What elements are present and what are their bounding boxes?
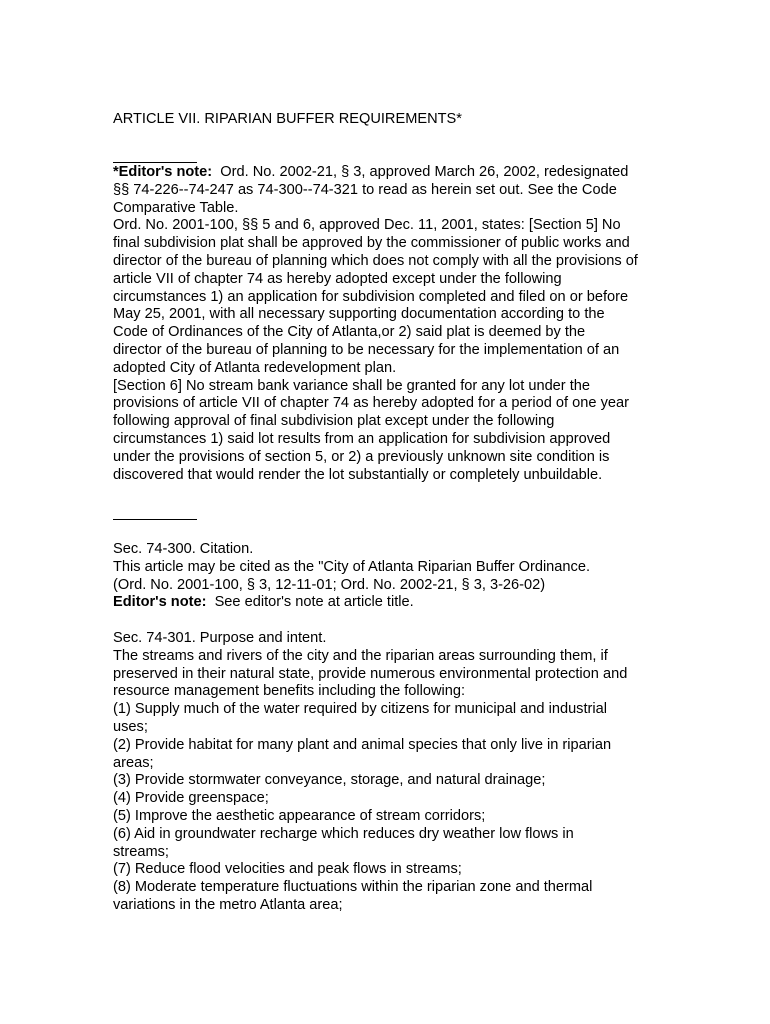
- editors-note-line: adopted City of Atlanta redevelopment plan.: [113, 359, 397, 376]
- list-item: (6) Aid in groundwater recharge which reduces dry weather low flows in: [113, 825, 574, 842]
- section-editors-note: [113, 594, 673, 612]
- list-item-cont: uses;: [113, 718, 148, 735]
- list-item: (3) Provide stormwater conveyance, storage, and natural drainage;: [113, 772, 546, 789]
- list-item: (8) Moderate temperature fluctuations within the riparian zone and thermal: [113, 879, 593, 896]
- article-title: ARTICLE VII. RIPARIAN BUFFER REQUIREMENTS*: [113, 111, 462, 127]
- editors-note: [113, 164, 673, 484]
- editors-note-line: [Section 6] No stream bank variance shall be granted for any lot under the: [113, 377, 591, 394]
- editors-note-line: director of the bureau of planning which does not comply with all the provisions of: [113, 252, 638, 269]
- list-item: (2) Provide habitat for many plant and animal species that only live in riparian: [113, 736, 612, 753]
- section-text: This article may be cited as the "City of Atlanta Riparian Buffer Ordinance.: [113, 558, 591, 575]
- section-heading: Sec. 74-300. Citation.: [113, 541, 254, 557]
- editors-note-line: discovered that would render the lot substantially or completely unbuildable.: [113, 466, 603, 483]
- section-note-text: See editor's note at article title.: [214, 594, 414, 611]
- editors-note-line: Comparative Table.: [113, 199, 239, 216]
- list-item: (5) Improve the aesthetic appearance of stream corridors;: [113, 807, 486, 824]
- editors-note-line: provisions of article VII of chapter 74 as hereby adopted for a period of one year: [113, 395, 629, 412]
- editors-note-label: *Editor's note:: [113, 164, 213, 180]
- section-heading: Sec. 74-301. Purpose and intent.: [113, 630, 327, 646]
- editors-note-line: following approval of final subdivision plat except under the following: [113, 413, 555, 430]
- editors-note-line: [113, 164, 673, 182]
- editors-note-line: final subdivision plat shall be approved by the commissioner of public works and: [113, 235, 630, 252]
- list-item: (1) Supply much of the water required by citizens for municipal and industrial: [113, 701, 607, 718]
- editors-note-line: Code of Ordinances of the City of Atlanta,or 2) said plat is deemed by the: [113, 324, 586, 341]
- editors-note-line: article VII of chapter 74 as hereby adopted except under the following: [113, 270, 562, 287]
- section-line: preserved in their natural state, provide numerous environmental protection and: [113, 665, 628, 682]
- editors-note-line: May 25, 2001, with all necessary supporting documentation according to the: [113, 306, 605, 323]
- list-item: (7) Reduce flood velocities and peak flows in streams;: [113, 861, 462, 878]
- section-line: The streams and rivers of the city and the riparian areas surrounding them, if: [113, 647, 608, 664]
- section-74-301: [113, 630, 673, 915]
- list-item-cont: variations in the metro Atlanta area;: [113, 896, 343, 913]
- section-note-label: Editor's note:: [113, 594, 207, 611]
- footnote-rule-bottom: [113, 519, 197, 520]
- list-item-cont: areas;: [113, 754, 154, 771]
- editors-note-line: under the provisions of section 5, or 2) a previously unknown site condition is: [113, 448, 610, 465]
- section-74-300: [113, 541, 673, 612]
- editors-note-line: circumstances 1) said lot results from an application for subdivision approved: [113, 430, 611, 447]
- editors-note-line: circumstances 1) an application for subdivision completed and filed on or before: [113, 288, 629, 305]
- list-item: (4) Provide greenspace;: [113, 790, 269, 807]
- footnote-rule-top: [113, 162, 197, 163]
- section-line: resource management benefits including the following:: [113, 683, 466, 700]
- editors-note-line: §§ 74-226--74-247 as 74-300--74-321 to read as herein set out. See the Code: [113, 181, 617, 198]
- editors-note-text: Ord. No. 2002-21, § 3, approved March 26, 2002, redesignated: [220, 164, 629, 180]
- editors-note-line: Ord. No. 2001-100, §§ 5 and 6, approved Dec. 11, 2001, states: [Section 5] No: [113, 217, 621, 234]
- editors-note-line: director of the bureau of planning to be necessary for the implementation of an: [113, 341, 620, 358]
- list-item-cont: streams;: [113, 843, 169, 860]
- section-history: (Ord. No. 2001-100, § 3, 12-11-01; Ord. No. 2002-21, § 3, 3-26-02): [113, 576, 546, 593]
